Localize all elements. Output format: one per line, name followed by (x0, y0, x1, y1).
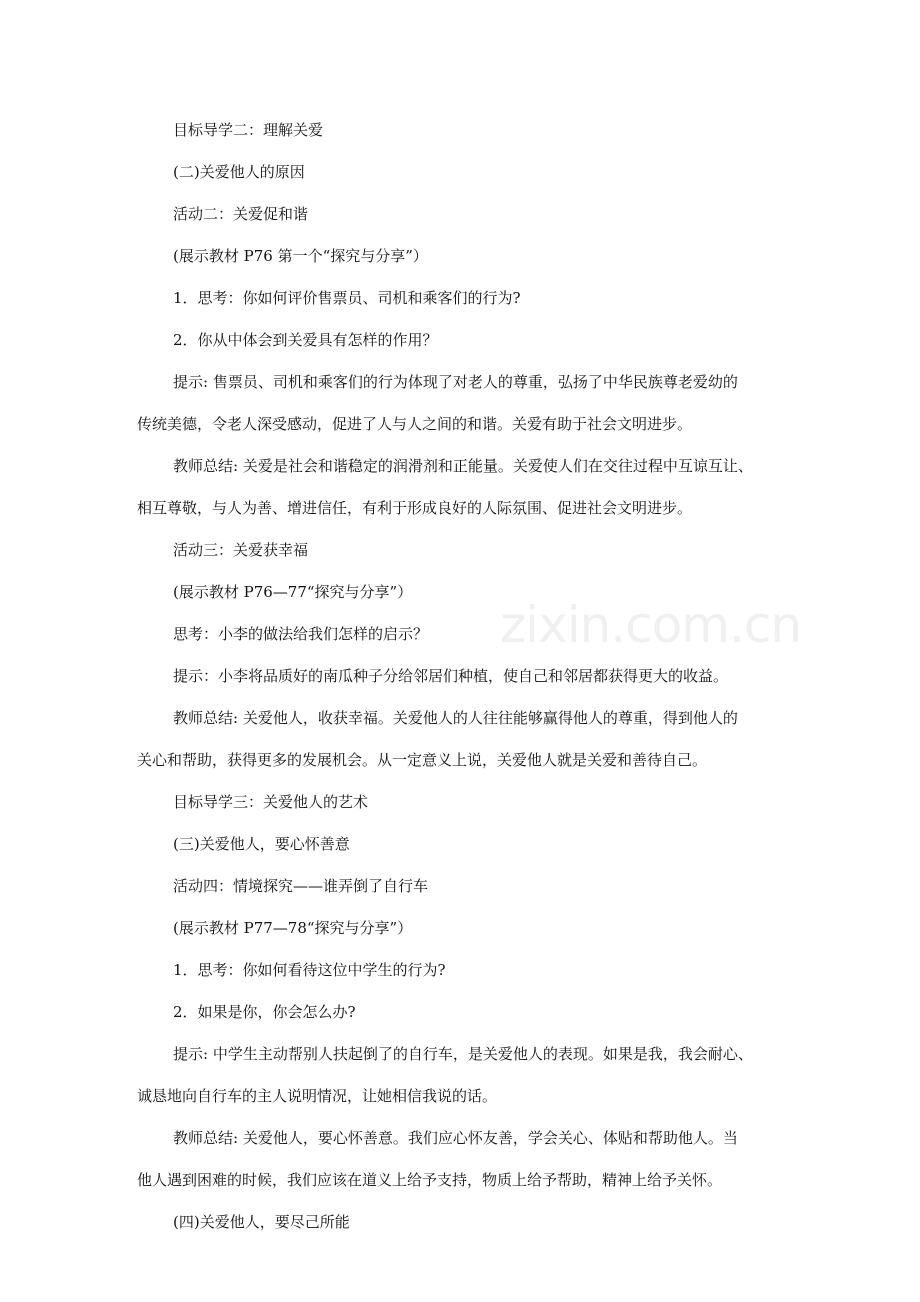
textbook-reference-1: (展示教材 P76 第一个“探究与分享”） (173, 247, 428, 265)
summary-paragraph-2-line-1: 教师总结: 关爱他人，收获幸福。关爱他人的人往往能够赢得他人的尊重，得到他人的 (173, 709, 738, 727)
activity-three-title: 活动三：关爱获幸福 (173, 541, 309, 559)
summary-paragraph-3-line-1: 教师总结: 关爱他人，要心怀善意。我们应心怀友善，学会关心、体贴和帮助他人。当 (173, 1129, 738, 1147)
section-heading-2: (二)关爱他人的原因 (173, 163, 305, 181)
hint-paragraph-1-line-1: 提示: 售票员、司机和乘客们的行为体现了对老人的尊重，弘扬了中华民族尊老爱幼的 (173, 373, 738, 391)
summary-paragraph-1-line-2: 相互尊敬，与人为善、增进信任，有利于形成良好的人际氛围、促进社会文明进步。 (137, 499, 693, 517)
question-3: 思考：小李的做法给我们怎样的启示？ (173, 625, 429, 643)
heading-goal-three: 目标导学三：关爱他人的艺术 (173, 793, 369, 811)
hint-paragraph-3-line-2: 诚恳地向自行车的主人说明情况，让她相信我说的话。 (137, 1087, 498, 1105)
heading-goal-two: 目标导学二：理解关爱 (173, 121, 324, 139)
textbook-reference-3: (展示教材 P77—78“探究与分享”） (173, 919, 413, 937)
summary-paragraph-2-line-2: 关心和帮助，获得更多的发展机会。从一定意义上说，关爱他人就是关爱和善待自己。 (137, 751, 708, 769)
section-heading-3: (三)关爱他人，要心怀善意 (173, 835, 350, 853)
activity-two-title: 活动二：关爱促和谐 (173, 205, 309, 223)
question-4: 1．思考：你如何看待这位中学生的行为? (173, 961, 446, 979)
question-2: 2．你从中体会到关爱具有怎样的作用？ (173, 331, 438, 349)
watermark: zixin.com.cn (500, 596, 802, 654)
textbook-reference-2: (展示教材 P76—77“探究与分享”） (173, 583, 413, 601)
hint-paragraph-3-line-1: 提示: 中学生主动帮别人扶起倒了的自行车，是关爱他人的表现。如果是我，我会耐心、 (173, 1045, 753, 1063)
hint-paragraph-2: 提示：小李将品质好的南瓜种子分给邻居们种植，使自己和邻居都获得更大的收益。 (173, 667, 729, 685)
hint-paragraph-1-line-2: 传统美德，令老人深受感动，促进了人与人之间的和谐。关爱有助于社会文明进步。 (137, 415, 693, 433)
question-1: 1．思考：你如何评价售票员、司机和乘客们的行为? (173, 289, 521, 307)
question-5: 2．如果是你，你会怎么办? (173, 1003, 356, 1021)
activity-four-title: 活动四：情境探究——谁弄倒了自行车 (173, 877, 429, 895)
summary-paragraph-3-line-2: 他人遇到困难的时候，我们应该在道义上给予支持，物质上给予帮助，精神上给予关怀。 (137, 1171, 723, 1189)
summary-paragraph-1-line-1: 教师总结: 关爱是社会和谐稳定的润滑剂和正能量。关爱使人们在交往过程中互谅互让、 (173, 457, 753, 475)
section-heading-4: (四)关爱他人，要尽己所能 (173, 1213, 350, 1231)
